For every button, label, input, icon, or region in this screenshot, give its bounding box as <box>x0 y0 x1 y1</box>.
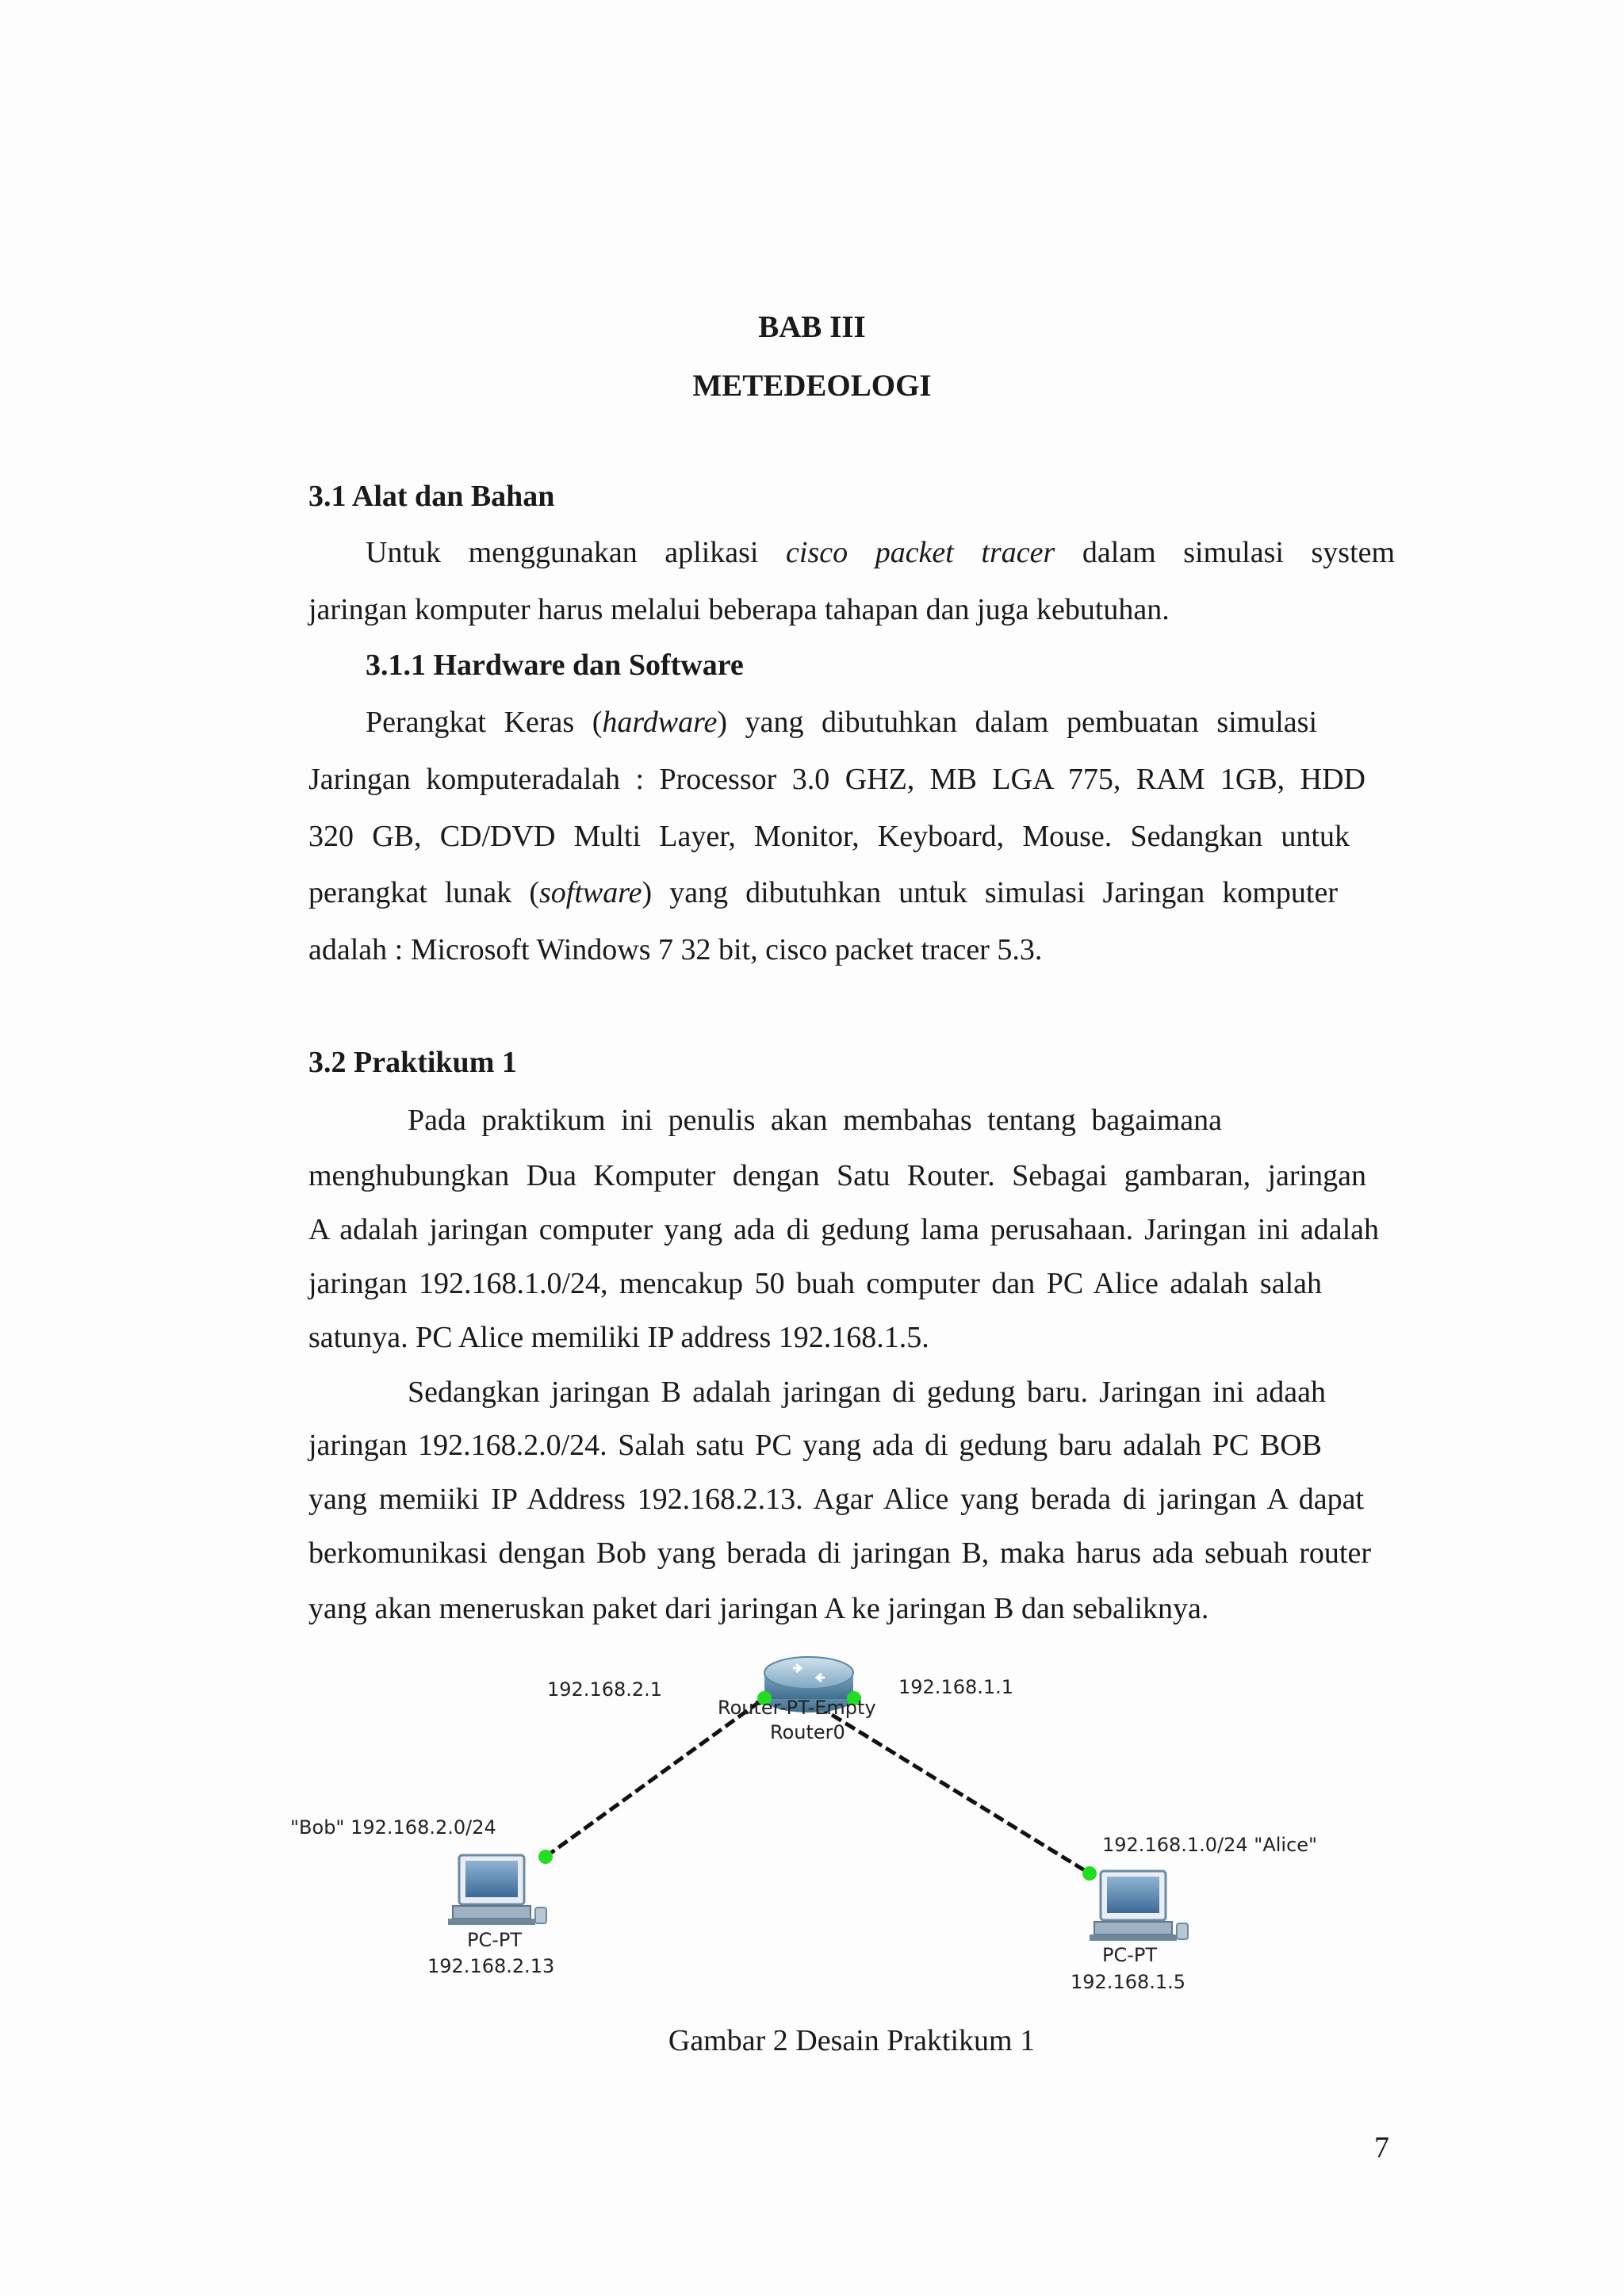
bob-network-label: "Bob" 192.168.2.0/24 <box>290 1816 496 1839</box>
section-heading-3-1: 3.1 Alat dan Bahan <box>308 480 555 513</box>
hardware-paragraph-line-5: adalah : Microsoft Windows 7 32 bit, cisco packet tracer 5.3. <box>308 933 1043 966</box>
subsection-heading-3-1-1: 3.1.1 Hardware dan Software <box>366 649 744 682</box>
chapter-label: BAB III <box>758 310 866 344</box>
praktikum-paragraph-2-line-1: Sedangkan jaringan B adalah jaringan di gedung baru. Jaringan ini adaah <box>408 1376 1326 1409</box>
figure-caption: Gambar 2 Desain Praktikum 1 <box>668 2024 1036 2057</box>
praktikum-paragraph-2-line-2: jaringan 192.168.2.0/24. Salah satu PC yang ada di gedung baru adalah PC BOB <box>308 1429 1322 1462</box>
network-diagram-svg <box>285 1632 1348 2004</box>
hardware-paragraph-line-3: 320 GB, CD/DVD Multi Layer, Monitor, Keyboard, Mouse. Sedangkan untuk <box>308 820 1350 853</box>
router-left-ip: 192.168.2.1 <box>547 1678 663 1701</box>
paragraph-3-1-line-1: Untuk menggunakan aplikasi cisco packet tracer dalam simulasi system <box>366 536 1396 569</box>
praktikum-paragraph-1-line-3: A adalah jaringan computer yang ada di gedung lama perusahaan. Jaringan ini adalah <box>308 1213 1379 1246</box>
chapter-title: METEDEOLOGI <box>692 369 932 403</box>
router-right-ip: 192.168.1.1 <box>898 1676 1014 1698</box>
hardware-paragraph-line-1: Perangkat Keras (hardware) yang dibutuhkan dalam pembuatan simulasi <box>366 706 1317 739</box>
praktikum-paragraph-1-line-5: satunya. PC Alice memiliki IP address 192.168.1.5. <box>308 1321 929 1354</box>
link-bob-router <box>546 1698 764 1857</box>
praktikum-paragraph-2-line-3: yang memiiki IP Address 192.168.2.13. Agar Alice yang berada di jaringan A dapat <box>308 1483 1364 1516</box>
paragraph-3-1-line-2: jaringan komputer harus melalui beberapa tahapan dan juga kebutuhan. <box>308 593 1170 626</box>
pc-bob-icon <box>448 1855 546 1925</box>
link-router-alice <box>805 1698 1090 1873</box>
praktikum-paragraph-2-line-5: yang akan meneruskan paket dari jaringan A ke jaringan B dan sebaliknya. <box>308 1592 1209 1625</box>
bob-ip: 192.168.2.13 <box>427 1955 555 1977</box>
hardware-paragraph-line-4: perangkat lunak (software) yang dibutuhkan untuk simulasi Jaringan komputer <box>308 876 1338 909</box>
hardware-paragraph-line-2: Jaringan komputeradalah : Processor 3.0 GHZ, MB LGA 775, RAM 1GB, HDD <box>308 763 1365 796</box>
link-status-dot <box>538 1850 553 1864</box>
page-number: 7 <box>1374 2131 1389 2164</box>
bob-model: PC-PT <box>467 1929 523 1951</box>
praktikum-paragraph-1-line-1: Pada praktikum ini penulis akan membahas tentang bagaimana <box>408 1104 1222 1137</box>
network-diagram <box>285 1632 1348 2004</box>
router-model: Router-PT-Empty <box>718 1697 876 1719</box>
alice-ip: 192.168.1.5 <box>1071 1971 1186 1993</box>
router-name: Router0 <box>770 1721 845 1743</box>
alice-model: PC-PT <box>1102 1944 1158 1966</box>
link-status-dot <box>1082 1866 1097 1881</box>
praktikum-paragraph-1-line-2: menghubungkan Dua Komputer dengan Satu Router. Sebagai gambaran, jaringan <box>308 1159 1366 1192</box>
section-heading-3-2: 3.2 Praktikum 1 <box>308 1046 517 1079</box>
praktikum-paragraph-1-line-4: jaringan 192.168.1.0/24, mencakup 50 buah computer dan PC Alice adalah salah <box>308 1267 1322 1300</box>
pc-alice-icon <box>1090 1871 1188 1941</box>
alice-network-label: 192.168.1.0/24 "Alice" <box>1102 1834 1318 1856</box>
praktikum-paragraph-2-line-4: berkomunikasi dengan Bob yang berada di jaringan B, maka harus ada sebuah router <box>308 1536 1371 1570</box>
